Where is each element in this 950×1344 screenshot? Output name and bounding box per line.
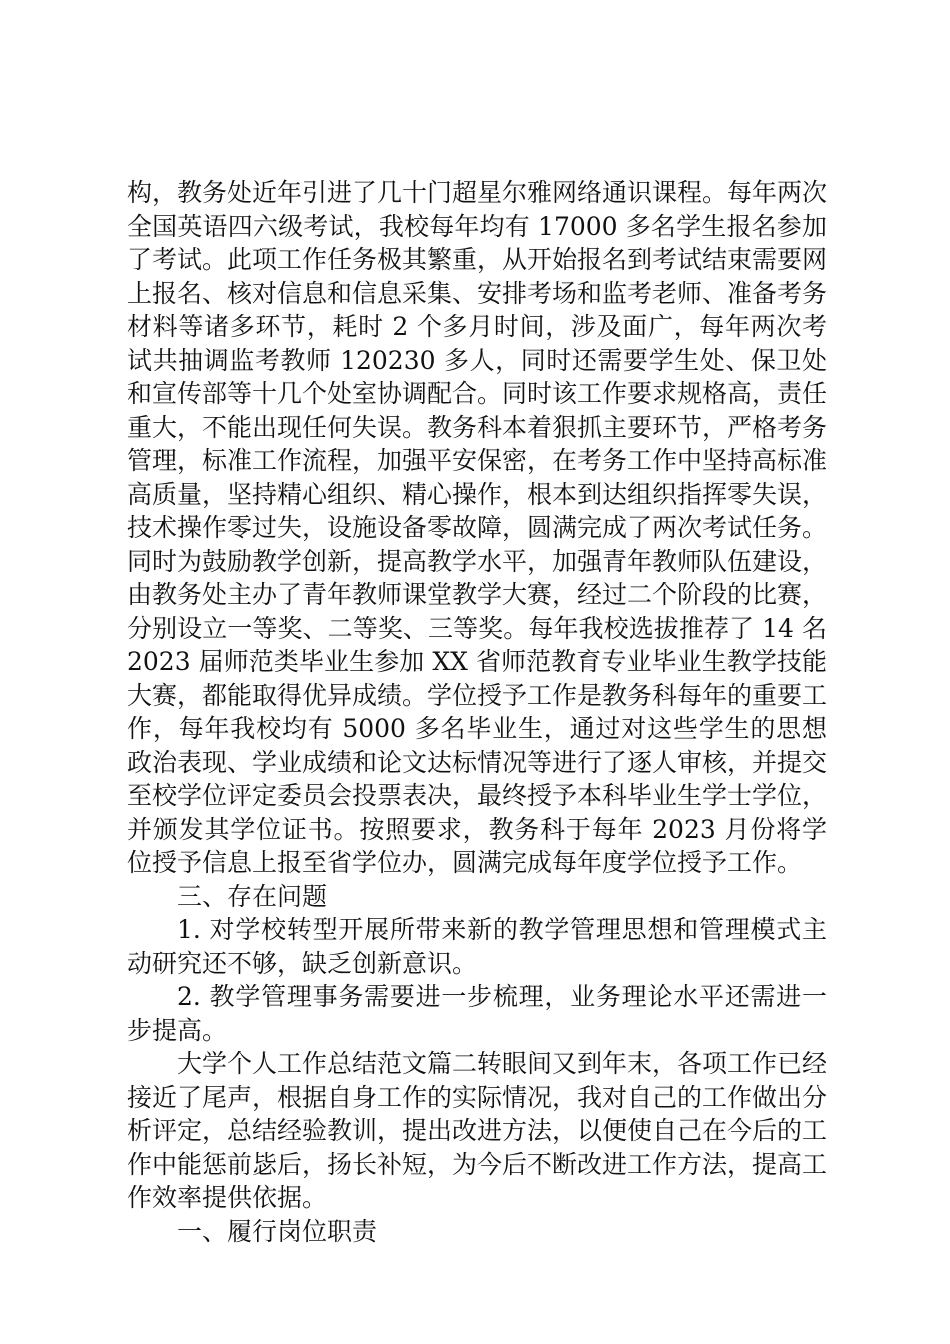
document-body (127, 176, 827, 1248)
paragraph-summary-intro: 大学个人工作总结范文篇二转眼间又到年末，各项工作已经接近了尾声，根据自身工作的实际情况，我对自己的工作做出分析评定，总结经验教训，提出改进方法，以便使自己在今后的工作中能惩前毖后，扬长补短，为今后不断改进工作方法，提高工作效率提供依据。 (127, 1049, 828, 1212)
section-heading-job-duties: 一、履行岗位职责 (177, 1216, 378, 1246)
problem-item-2: 2. 教学管理事务需要进一步梳理，业务理论水平还需进一步提高。 (127, 982, 827, 1045)
paragraph-exam-affairs: 构，教务处近年引进了几十门超星尔雅网络通识课程。每年两次全国英语四六级考试，我校每年均有 17000 多名学生报名参加了考试。此项工作任务极其繁重，从开始报名到考试结束需要网上报名、核对信息和信息采集、安排考场和监考老师、准备考务材料等诸多环节，耗时 2 个多月时间，涉及面广，每年两次考试共抽调监考教师 120230 多人，同时还需要学生处、保卫处和宣传部等十几个处室协调配合。同时该工作要求规格高，责任重大，不能出现任何失误。教务科本着狠抓主要环节，严格考务管理，标准工作流程，加强平安保密，在考务工作中坚持高标准高质量，坚持精心组织、精心操作，根本到达组织指挥零失误，技术操作零过失，设施设备零故障，圆满完成了两次考试任务。同时为鼓励教学创新，提高教学水平，加强青年教师队伍建设，由教务处主办了青年教师课堂教学大赛，经过二个阶段的比赛，分别设立一等奖、二等奖、三等奖。每年我校选拔推荐了 14 名 2023 届师范类毕业生参加 XX 省师范教育专业毕业生教学技能大赛，都能取得优异成绩。学位授予工作是教务科每年的重要工作，每年我校均有 5000 多名毕业生，通过对这些学生的思想政治表现、学业成绩和论文达标情况等进行了逐人审核，并提交至校学位评定委员会投票表决，最终授予本科毕业生学士学位，并颁发其学位证书。按照要求，教务科于每年 2023 月份将学位授予信息上报至省学位办，圆满完成每年度学位授予工作。 (127, 178, 828, 877)
section-heading-existing-problems: 三、存在问题 (177, 881, 328, 911)
problem-item-1: 1. 对学校转型开展所带来新的教学管理思想和管理模式主动研究还不够，缺乏创新意识。 (127, 915, 827, 978)
